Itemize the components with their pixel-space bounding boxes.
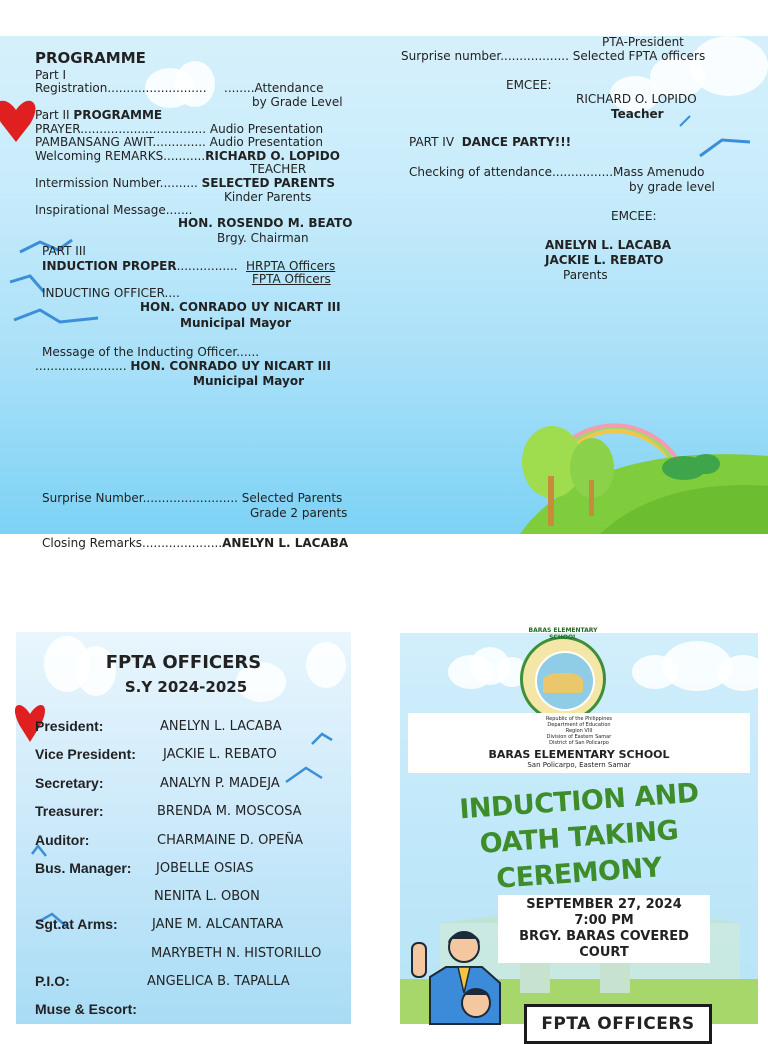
officer-label: President:: [35, 718, 104, 734]
officer-value: JOBELLE OSIAS: [156, 861, 254, 876]
cloud-shape: [718, 655, 768, 691]
welcoming-label: Welcoming REMARKS...........: [35, 149, 206, 163]
republic-text: Republic of the Philippines: [545, 716, 613, 722]
school-header: [408, 713, 750, 773]
school-seal: [520, 627, 606, 722]
officer-label: P.I.O:: [35, 973, 70, 989]
hrpta-officers: HRPTA Officers: [246, 259, 336, 273]
event-time: 7:00 PM: [574, 913, 634, 928]
title-line-3: CEREMONY: [495, 852, 663, 895]
part-4-line: [409, 135, 571, 149]
bird-icon: [10, 276, 44, 292]
registration-line: Registration..........................: [35, 81, 207, 95]
inspirational-line: Inspirational Message.......: [35, 203, 193, 217]
closing-line: [42, 536, 348, 550]
grade-2-parents: Grade 2 parents: [250, 506, 348, 520]
closing-label: Closing Remarks.....................: [42, 536, 223, 550]
nicart-name-1: HON. CONRADO UY NICART III: [140, 300, 341, 314]
induction-dots: ................: [176, 259, 238, 273]
division-text: Division of Eastern Samar: [546, 734, 612, 740]
part-2-label: Part II: [35, 108, 70, 122]
attendance-text: ........Attendance: [224, 81, 324, 95]
balloon-icon: [0, 101, 35, 142]
event-date: SEPTEMBER 27, 2024: [526, 897, 682, 912]
officer-label: Muse & Escort:: [35, 1001, 137, 1017]
officer-label: Sgt.at Arms:: [35, 916, 118, 932]
officer-value: MARYBETH N. HISTORILLO: [151, 946, 322, 961]
title-line-1: INDUCTION AND: [458, 777, 700, 826]
officer-value: BRENDA M. MOSCOSA: [157, 804, 302, 819]
message-dots: ........................: [35, 359, 127, 373]
pambansang-line: PAMBANSANG AWIT.............. Audio Presentation: [35, 135, 323, 149]
intermission-name: SELECTED PARENTS: [201, 176, 335, 190]
nicart-line-2: [35, 359, 331, 373]
event-venue-line-2: COURT: [579, 945, 629, 960]
part-1-label: Part I: [35, 68, 67, 82]
officer-label: Secretary:: [35, 775, 104, 791]
officers-panel: [16, 632, 351, 1024]
raised-hand-icon: [412, 943, 426, 977]
officer-value: JANE M. ALCANTARA: [152, 917, 284, 932]
inducting-officer-line: INDUCTING OFFICER....: [42, 286, 180, 300]
fpta-officers-label-box: [524, 1004, 712, 1044]
dance-party: DANCE PARTY!!!: [461, 135, 572, 149]
school-name: BARAS ELEMENTARY SCHOOL: [488, 748, 670, 761]
officer-value: NENITA L. OBON: [154, 889, 260, 904]
checking-line: Checking of attendance................Mass Amenudo: [409, 165, 705, 179]
school-address: San Policarpo, Eastern Samar: [527, 761, 631, 769]
induction-proper-line: [42, 259, 238, 273]
by-grade-text: by Grade Level: [252, 95, 343, 109]
emcee-label-1: EMCEE:: [506, 78, 552, 92]
induction-proper-title: INDUCTION PROPER: [42, 259, 177, 273]
cloud-shape: [632, 655, 678, 689]
officer-label: Vice President:: [35, 746, 136, 762]
officer-value: ANALYN P. MADEJA: [160, 776, 280, 791]
title-line-2: OATH TAKING: [478, 815, 680, 860]
programme-heading: PROGRAMME: [35, 49, 146, 67]
officers-school-year: S.Y 2024-2025: [124, 678, 248, 696]
mayor-title-2: Municipal Mayor: [193, 374, 304, 388]
officer-label: Auditor:: [35, 832, 90, 848]
deped-text: Department of Education: [547, 722, 611, 728]
bird-icon: [14, 310, 98, 322]
officer-label: Bus. Manager:: [35, 860, 132, 876]
part-2-title: PROGRAMME: [73, 108, 163, 122]
officer-value: JACKIE L. REBATO: [163, 747, 277, 762]
welcoming-name: RICHARD O. LOPIDO: [205, 149, 340, 163]
teacher-label: Teacher: [611, 107, 664, 121]
event-details-box: [498, 895, 710, 963]
officers-title: FPTA OFFICERS: [105, 652, 262, 673]
welcoming-line: [35, 149, 340, 163]
teacher-role: TEACHER: [250, 162, 307, 176]
emcee-label-2: EMCEE:: [611, 209, 657, 223]
lopido-name: RICHARD O. LOPIDO: [576, 92, 697, 106]
part-3-label: PART III: [42, 244, 86, 258]
intermission-line: [35, 176, 335, 190]
surprise-line: Surprise Number......................... Selected Parents: [42, 491, 343, 505]
closing-name: ANELYN L. LACABA: [222, 536, 349, 550]
surprise-number-line: Surprise number.................. Selected FPTA officers: [401, 49, 706, 63]
parents-label: Parents: [563, 268, 608, 282]
bird-icon: [680, 116, 690, 126]
part-2-line: [35, 108, 162, 122]
officer-value: ANGELICA B. TAPALLA: [147, 974, 290, 989]
part-4-label: PART IV: [409, 135, 455, 149]
cover-page: [400, 627, 758, 1034]
brgy-chairman: Brgy. Chairman: [217, 231, 309, 245]
message-line: Message of the Inducting Officer......: [42, 345, 260, 359]
rebato-name: JACKIE L. REBATO: [545, 253, 664, 267]
bird-icon: [312, 734, 332, 744]
seal-figure-shape: [543, 673, 583, 693]
intermission-label: Intermission Number..........: [35, 176, 198, 190]
beato-name: HON. ROSENDO M. BEATO: [178, 216, 353, 230]
people-illustration: [406, 923, 506, 1024]
bird-icon: [286, 768, 322, 782]
bird-icon: [700, 140, 750, 156]
officer-value: CHARMAINE D. OPEÑA: [157, 833, 303, 848]
fpta-officers-label: FPTA OFFICERS: [541, 1014, 695, 1034]
officer-value: ANELYN L. LACABA: [160, 719, 282, 734]
lacaba-name: ANELYN L. LACABA: [545, 238, 672, 252]
kinder-parents: Kinder Parents: [224, 190, 312, 204]
event-venue-line-1: BRGY. BARAS COVERED: [519, 929, 689, 944]
fpta-officers-text: FPTA Officers: [252, 272, 331, 286]
nicart-name-2: HON. CONRADO UY NICART III: [130, 359, 331, 373]
prayer-line: PRAYER................................. Audio Presentation: [35, 122, 324, 136]
by-grade-level: by grade level: [629, 180, 715, 194]
seal-text: BARAS ELEMENTARY SCHOOL: [528, 627, 598, 641]
pta-president: PTA-President: [602, 35, 684, 49]
region-text: Region VIII: [565, 728, 593, 734]
mayor-title-1: Municipal Mayor: [180, 316, 291, 330]
district-text: District of San Policarpo: [549, 740, 609, 746]
officer-label: Treasurer:: [35, 803, 104, 819]
